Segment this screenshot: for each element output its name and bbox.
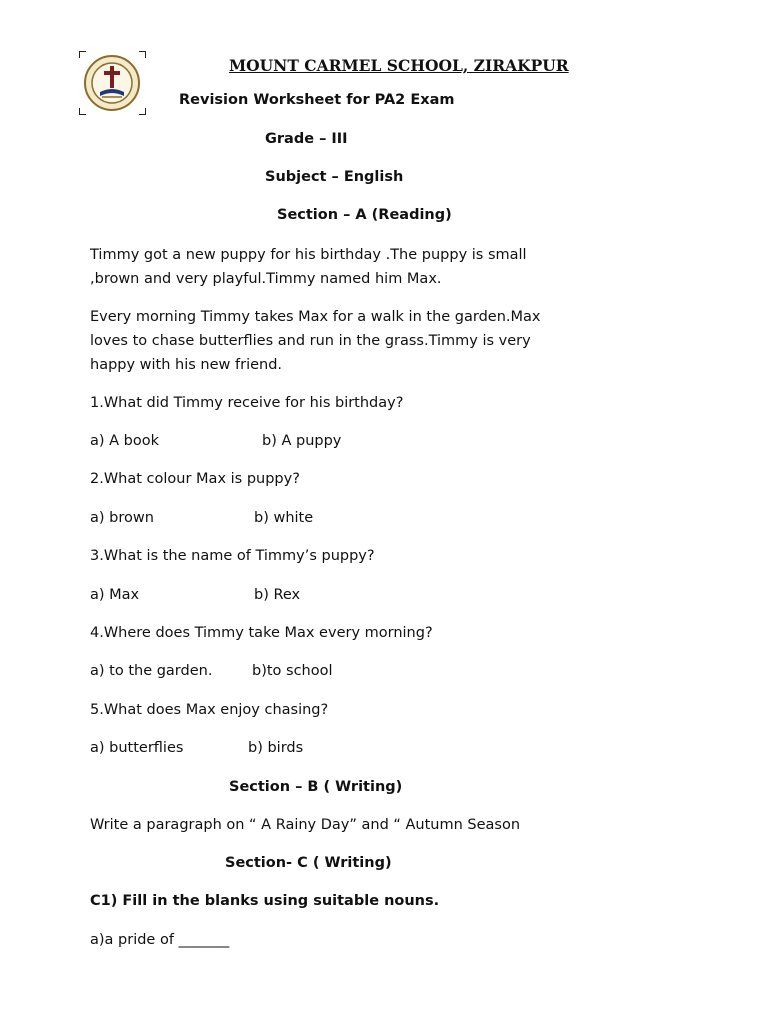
question-4-option-a: a) to the garden. (90, 663, 213, 679)
passage-paragraph-1: Timmy got a new puppy for his birthday .The puppy is small ,brown and very playful.Timmy named him Max. (90, 247, 527, 287)
section-a-heading: Section – A (Reading) (277, 207, 452, 223)
question-2: 2.What colour Max is puppy? (90, 471, 300, 487)
question-2-option-b: b) white (254, 510, 314, 526)
question-4: 4.Where does Timmy take Max every morning? (90, 625, 433, 641)
question-3: 3.What is the name of Timmy’s puppy? (90, 548, 375, 564)
grade-label: Grade – III (265, 131, 348, 147)
section-c-instruction: C1) Fill in the blanks using suitable nouns. (90, 893, 440, 909)
section-b-heading: Section – B ( Writing) (229, 779, 403, 795)
subject-label: Subject – English (265, 169, 404, 185)
worksheet-subtitle: Revision Worksheet for PA2 Exam (179, 92, 455, 108)
question-1-option-a: a) A book (90, 433, 160, 449)
question-4-option-b: b)to school (252, 663, 333, 679)
section-c-heading: Section- C ( Writing) (225, 855, 392, 871)
school-logo (80, 52, 144, 114)
school-name-title: MOUNT CARMEL SCHOOL, ZIRAKPUR (229, 56, 569, 75)
question-5: 5.What does Max enjoy chasing? (90, 702, 329, 718)
question-5-option-a: a) butterflies (90, 740, 184, 756)
question-1-option-b: b) A puppy (262, 433, 342, 449)
question-3-option-b: b) Rex (254, 587, 301, 603)
section-c-item-a: a)a pride of _______ (90, 932, 230, 948)
passage-paragraph-2: Every morning Timmy takes Max for a walk in the garden.Max loves to chase butterflies and run in the grass.Timmy is very happy with his new friend. (90, 309, 541, 373)
section-b-task: Write a paragraph on “ A Rainy Day” and “ Autumn Season (90, 817, 521, 833)
question-5-option-b: b) birds (248, 740, 304, 756)
question-3-option-a: a) Max (90, 587, 140, 603)
question-1: 1.What did Timmy receive for his birthday? (90, 395, 404, 411)
question-2-option-a: a) brown (90, 510, 154, 526)
